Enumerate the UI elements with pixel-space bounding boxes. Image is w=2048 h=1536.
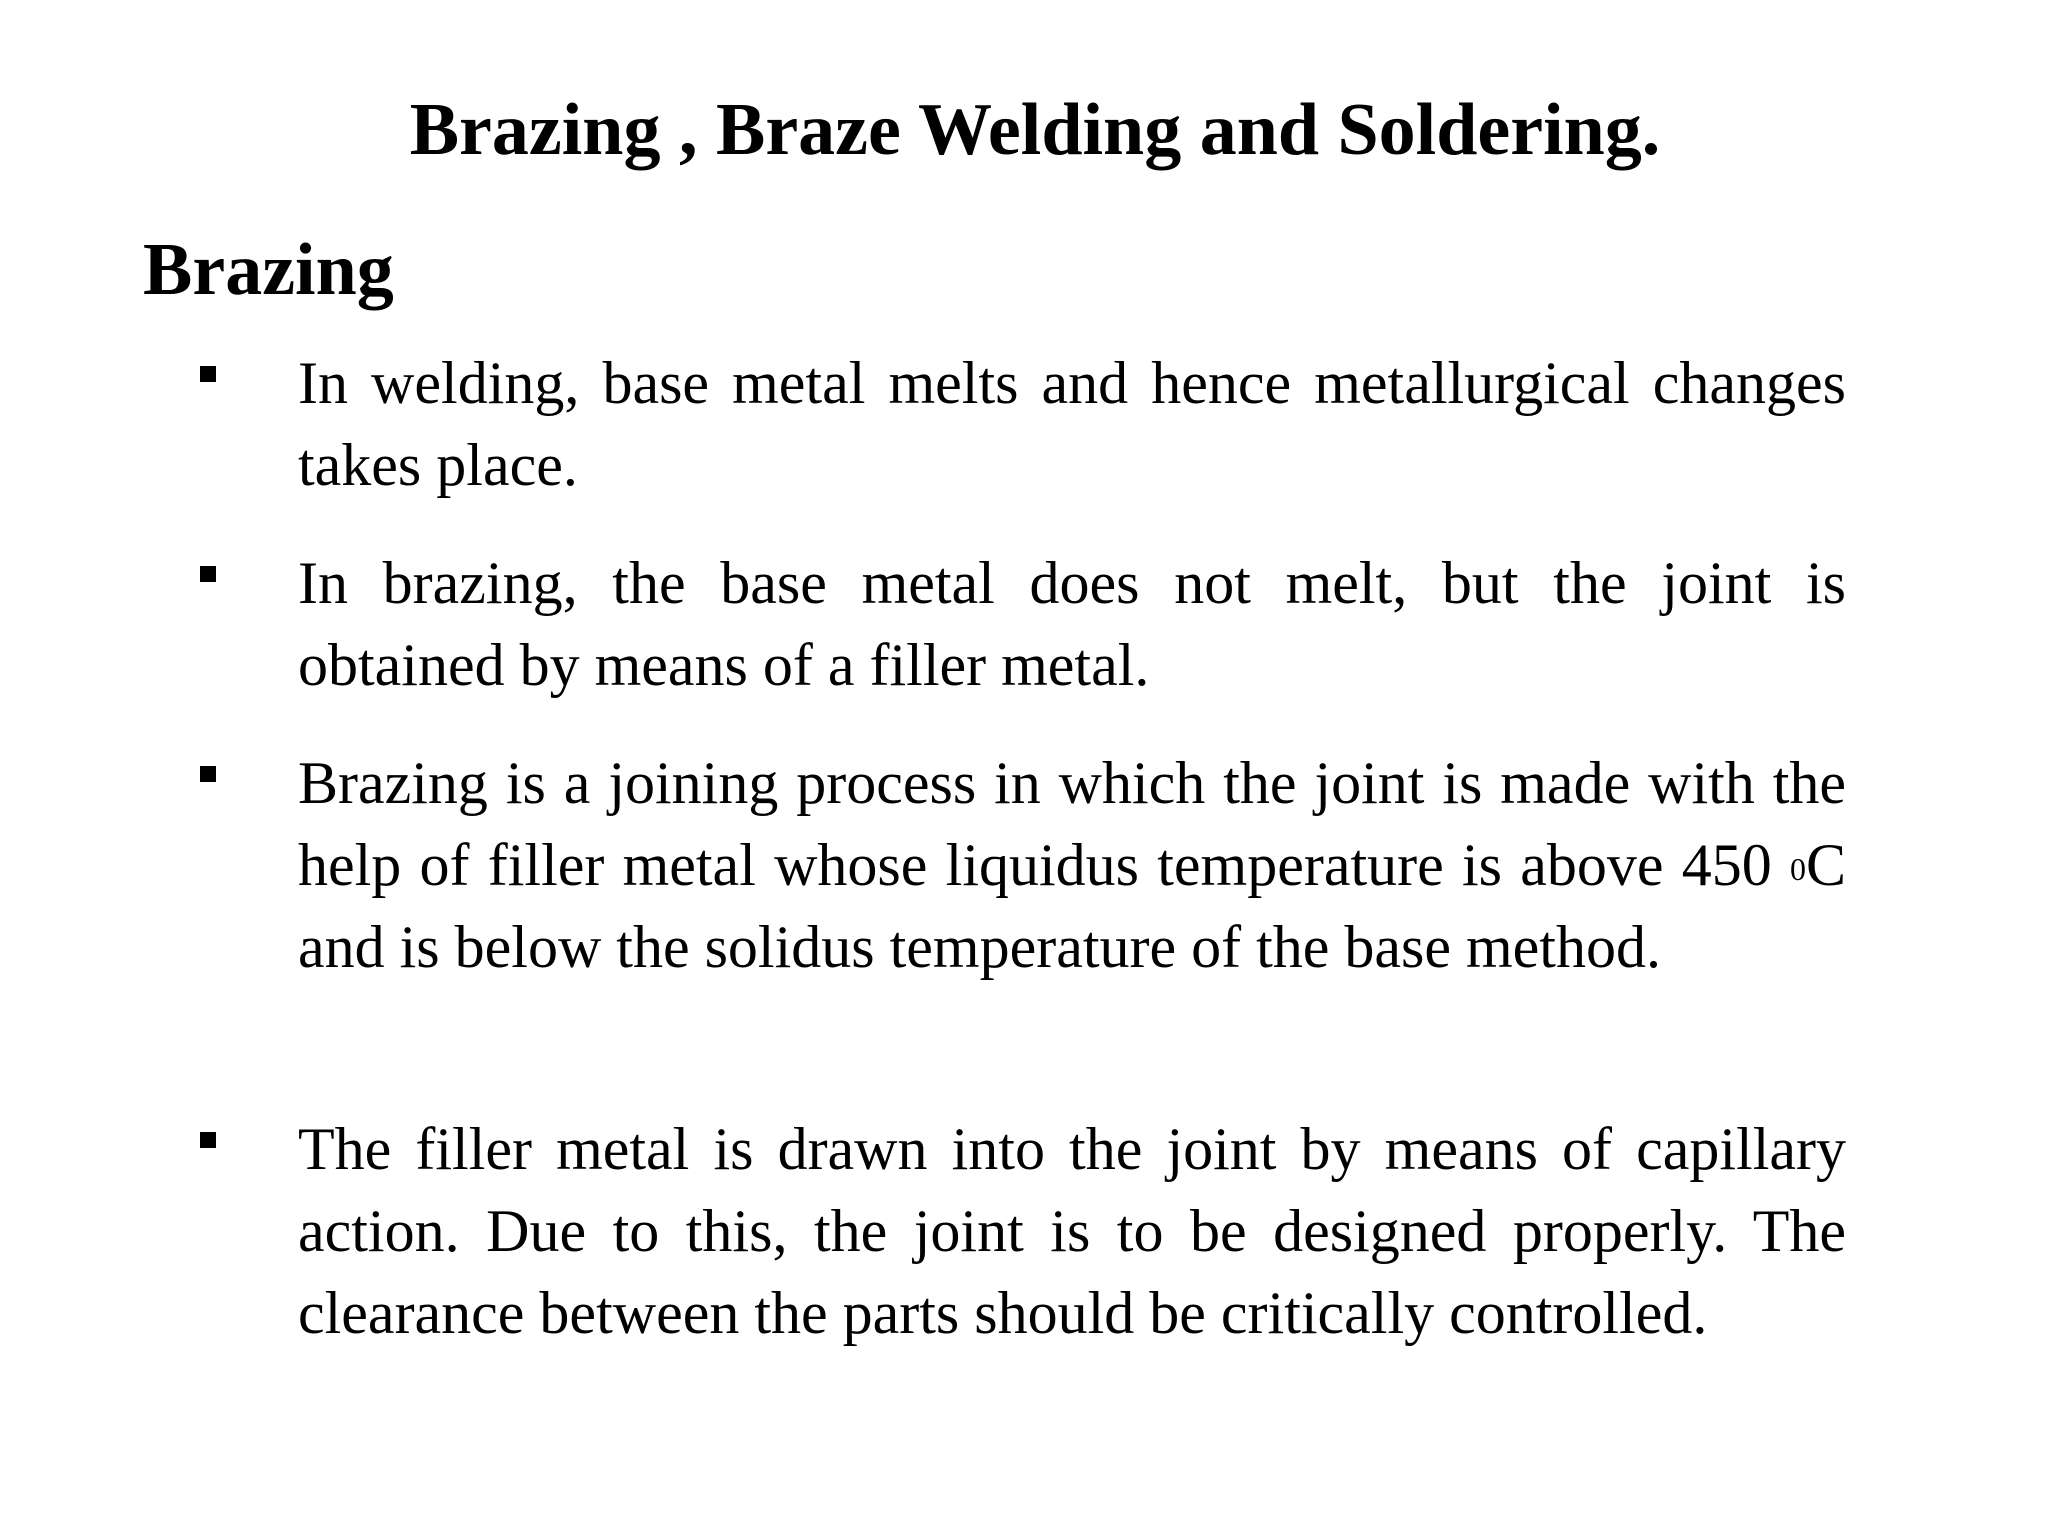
bullet-text-part: C and is below the solidus temperature of the base method. bbox=[298, 832, 1846, 980]
bullet-text: The filler metal is drawn into the joint by means of capillary action. Due to this, the joint is to be designed properly. The clearance between the parts should be critically controlled. bbox=[298, 1116, 1846, 1346]
bullet-text bbox=[298, 742, 1846, 988]
slide-title: Brazing , Braze Welding and Soldering. bbox=[409, 89, 1661, 171]
square-bullet-icon bbox=[200, 1132, 216, 1148]
degree-superscript: 0 bbox=[1789, 851, 1806, 887]
square-bullet-icon bbox=[200, 366, 216, 382]
bullet-text-part: Brazing is a joining process in which the joint is made with the help of filler metal whose liquidus temperature is above 450 bbox=[298, 750, 1846, 898]
bullet-text: In brazing, the base metal does not melt, but the joint is obtained by means of a filler metal. bbox=[298, 550, 1846, 698]
square-bullet-icon bbox=[200, 766, 216, 782]
section-heading: Brazing bbox=[143, 229, 394, 311]
square-bullet-icon bbox=[200, 566, 216, 582]
bullet-text: In welding, base metal melts and hence metallurgical changes takes place. bbox=[298, 350, 1846, 498]
